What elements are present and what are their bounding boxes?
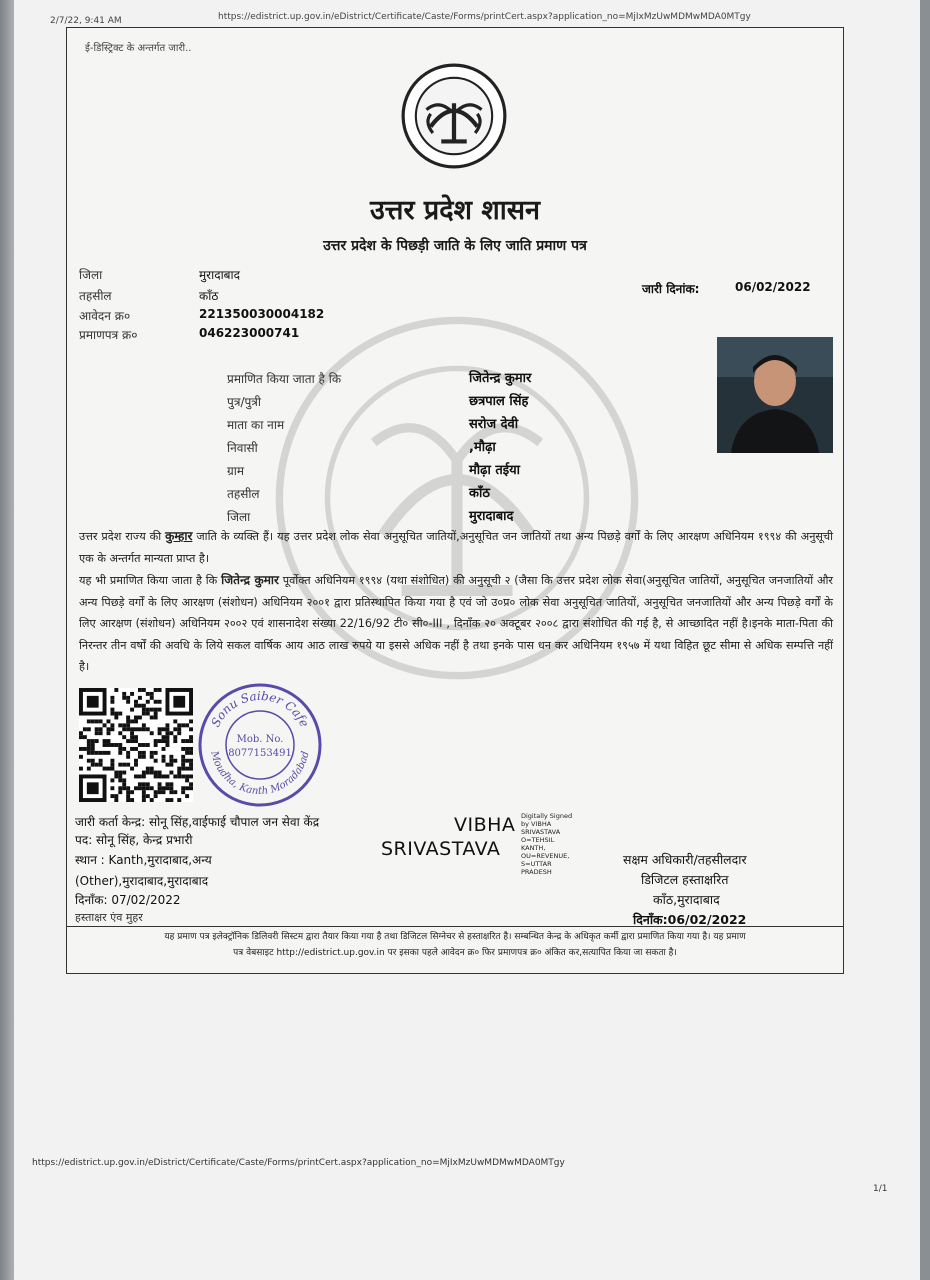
certificate-frame [66,27,844,974]
application-number: 221350030004182 [199,307,325,321]
detail-district-value: मुरादाबाद [469,509,514,524]
state-emblem-icon [401,63,507,169]
eligibility-paragraph: यह भी प्रमाणित किया जाता है कि जितेन्द्र कुमार पूर्वोक्त अधिनियम १९९४ (यथा संशोधित) की अनुसूची २ (जैसा कि उत्तर प्रदेश लोक सेवा(अनुसूचित जातियों, अनुसूचित जनजातियों और अन्य पिछड़े वर्गों के लिए आरक्षण (संशोधन) अधिनियम २००१ द्वारा प्रतिस्थापित किया गया है एवं जो उ०प्र० लोक सेवा अनुसूचित जातियों, अनुसूचित जनजातियों और अन्य पिछड़े वर्गों के लिए आरक्षण (संशोधन) अधिनियम २००२ एवं शासनादेश संख्या 22/16/92 टी० सी०-III , दिनाँक २० अक्टूबर २००८ द्वारा संशोधित की गई है, से आच्छादित नहीं है।इनके माता-पिता की निरन्तर तीन वर्षों की अवधि के लिये सकल वार्षिक आय आठ लाख रुपये या इससे अधिक नहीं है तथा इनके पास धन कर अधिनियम १९५७ में यथा विहित छूट सीमा से अधिक सम्पत्ति नहीं है। [79,573,833,674]
issuer-place-line2: (Other),मुरादाबाद,मुरादाबाद [75,874,209,888]
qr-code [79,688,193,802]
mother-name: सरोज देवी [469,417,519,432]
svg-text:Sonu Saiber Cafe [208,689,311,729]
district-value: मुरादाबाद [199,268,241,282]
detail-label: तहसील [227,487,260,501]
cafe-stamp [197,682,323,808]
footnote-line1: यह प्रमाण पत्र इलेक्ट्रॉनिक डिलिवरी सिस्टम द्वारा तैयार किया गया है तथा डिजिटल सिग्नेचर से हस्ताक्षरित है। सम्बन्धित केन्द्र के अधिकृत कर्मी द्वारा प्रमाणित किया गया है। यह प्रमाण [164,932,746,942]
resident-value: ,मौढ़ा [469,440,496,455]
certificate-number: 046223000741 [199,326,300,340]
field-label: जिला [79,268,103,282]
page-number: 1/1 [873,1184,888,1194]
field-label: आवेदन क्र० [79,309,131,323]
authority-date: दिनाँक:06/02/2022 [633,912,747,927]
stamp-mob-number: 8077153491 [228,748,292,759]
caste-name: कुम्हार [165,529,193,543]
stamp-top-text: Sonu Saiber Cafe [208,688,312,730]
footnote-divider [67,926,843,927]
issuer-place-line1: स्थान : Kanth,मुरादाबाद,अन्य [75,853,212,867]
signer-name-line2: SRIVASTAVA [381,838,501,860]
issuing-centre: जारी कर्ता केन्द्र: सोनू सिंह,वाईफाई चौपाल जन सेवा केंद्र [75,815,320,829]
signature-seal-label: हस्ताक्षर एंव मुहर [75,911,143,924]
village-value: मौढ़ा तईया [469,463,521,478]
caste-paragraph: उत्तर प्रदेश राज्य की कुम्हार जाति के व्यक्ति हैं। यह उत्तर प्रदेश लोक सेवा अनुसूचित जातियों,अनुसूचित जन जातियों तथा अन्य पिछड़े वर्गों के लिए आरक्षण अधिनियम १९९४ की अनुसूची एक के अन्तर्गत मान्यता प्राप्त है। [79,529,833,565]
detail-label: पुत्र/पुत्री [227,395,262,409]
applicant-photo [717,337,833,453]
tehsil-value: काँठ [199,289,219,303]
father-name: छत्रपाल सिंह [469,394,529,409]
detail-label: निवासी [227,441,258,455]
issue-date: 06/02/2022 [735,280,811,294]
authority-designation: सक्षम अधिकारी/तहसीलदार [623,852,747,867]
detail-label: जिला [227,510,251,524]
print-header-url: https://edistrict.up.gov.in/eDistrict/Certificate/Caste/Forms/printCert.aspx?application_no=MjIxMzUwMDMwMDA0MTgy [218,12,751,22]
footnote-line2: पत्र वेबसाइट http://edistrict.up.gov.in पर इसका पहले आवेदन क्र० फिर प्रमाणपत्र क्र० अंकित कर,सत्यापित किया जा सकता है। [233,948,677,958]
certificate-subtitle: उत्तर प्रदेश के पिछड़ी जाति के लिए जाति प्रमाण पत्र [323,238,587,254]
certificate-title: उत्तर प्रदेश शासन [370,195,540,226]
authority-place: काँठ,मुरादाबाद [653,892,720,907]
detail-label: माता का नाम [227,418,285,432]
issue-date-label: जारी दिनांक: [642,282,700,296]
signer-name-line1: VIBHA [454,814,516,836]
issued-under-note: ई-डिस्ट्रिक्ट के अन्तर्गत जारी.. [85,43,192,54]
field-label: प्रमाणपत्र क्र० [79,328,138,342]
print-datetime: 2/7/22, 9:41 AM [50,16,122,26]
detail-label: प्रमाणित किया जाता है कि [227,372,342,386]
stamp-mob-label: Mob. No. [236,734,284,745]
stamp-bottom-text: Moudha, Kanth Moradabad [208,750,312,798]
issuer-post: पद: सोनू सिंह, केन्द्र प्रभारी [75,833,193,847]
authority-signed: डिजिटल हस्ताक्षरित [641,872,729,887]
detail-tehsil-value: काँठ [469,486,490,501]
applicant-name: जितेन्द्र कुमार [469,371,532,386]
digital-signature-details: Digitally Signed by VIBHA SRIVASTAVA O=TEHSIL KANTH, OU=REVENUE, S=UTTAR PRADESH [521,812,573,876]
detail-label: ग्राम [227,464,245,478]
print-footer-url: https://edistrict.up.gov.in/eDistrict/Certificate/Caste/Forms/printCert.aspx?application_no=MjIxMzUwMDMwMDA0MTgy [32,1158,565,1168]
issuer-date: दिनाँक: 07/02/2022 [75,893,181,907]
paragraph-applicant-name: जितेन्द्र कुमार [221,573,279,587]
field-label: तहसील [79,289,112,303]
